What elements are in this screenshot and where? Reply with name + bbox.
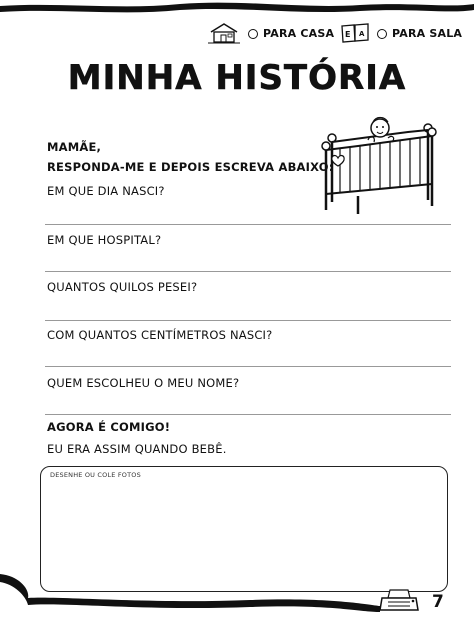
section-prompt: EU ERA ASSIM QUANDO BEBÊ. [47,442,227,456]
radio-para-sala[interactable] [377,29,387,39]
photo-drawing-box[interactable] [40,466,448,592]
page-number: 7 [432,592,444,612]
page-title: MINHA HISTÓRIA [67,58,407,98]
answer-line-dia[interactable] [45,224,451,225]
option-para-sala[interactable] [377,27,462,40]
option-para-casa[interactable] [248,27,334,40]
answer-line-quilos[interactable] [45,320,451,321]
printer-icon [378,588,420,614]
book-icon [340,22,370,44]
section-heading: AGORA É COMIGO! [47,420,171,434]
intro-line-1: MAMÃE, [47,140,102,154]
intro-line-2: RESPONDA-ME E DEPOIS ESCREVA ABAIXO: [47,160,334,174]
svg-text:E: E [345,30,351,39]
house-icon [208,22,240,44]
answer-line-hospital[interactable] [45,271,451,272]
question-hospital: EM QUE HOSPITAL? [47,233,162,247]
answer-line-nome[interactable] [45,414,451,415]
svg-text:A: A [359,30,365,38]
option-para-casa-label: PARA CASA [263,27,335,40]
question-centimetros: COM QUANTOS CENTÍMETROS NASCI? [47,328,273,342]
question-nome: QUEM ESCOLHEU O MEU NOME? [47,376,240,390]
option-para-sala-label: PARA SALA [392,27,463,40]
question-quilos: QUANTOS QUILOS PESEI? [47,280,198,294]
answer-line-centimetros[interactable] [45,366,451,367]
radio-para-casa[interactable] [248,29,258,39]
question-dia: EM QUE DIA NASCI? [47,184,165,198]
baby-crib-illustration [318,110,442,218]
photo-box-hint: DESENHE OU COLE FOTOS [50,471,141,479]
